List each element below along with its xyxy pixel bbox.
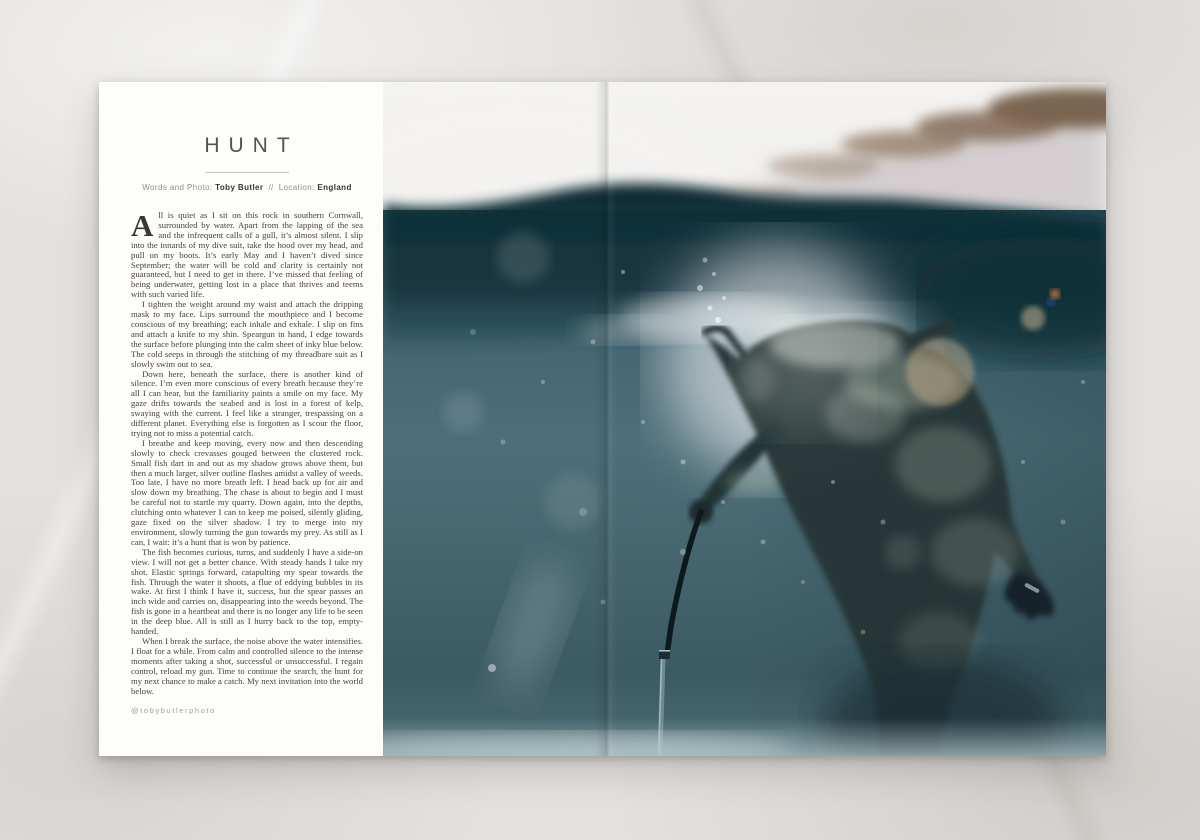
paragraph-text: ll is quiet as I sit on this rock in southern Cornwall, surrounded by water. Apart from the lapping of the sea and the infrequent calls of a gull, it’s almost silent. I slip into the innards of my dive suit, take the hood over my head, and pull on my boots. It’s early May and I haven’t dived since September; the water will be cold and clarity is certainly not guaranteed, but I need to get in there. I’ve missed that feeling of being underwater, getting lost in a place that thrives and teems with such varied life. xyxy=(131,210,363,300)
magazine-spread xyxy=(99,82,1106,756)
instagram-handle: @tobybutlerphoto xyxy=(131,706,216,716)
paragraph: The fish becomes curious, turns, and suddenly I have a side-on view. I will not get a better chance. With steady hands I take my shot. Elastic springs forward, catapulting my spear towards the fish. Through the water it shoots, a flue of eddying bubbles in its wake. At first I think I have it, success, but the spear passes an inch wide and carries on, disappearing into the weeds beyond. The fish is gone in a heartbeat and there is no longer any life to be seen in the deep blue. All is still as I hurry back to the top, empty-handed. xyxy=(131,546,363,637)
paragraph: Down here, beneath the surface, there is another kind of silence. I’m even more conscious of every breath because they’re all I can hear, but the familiarity paints a smile on my face. My gaze drifts towards the seabed and is lost in a forest of kelp, swaying with the current. I feel like a stranger, trespassing on a different planet. Everything else is forgotten as I scour the floor, trying not to miss a potential catch. xyxy=(131,368,363,438)
byline-author: Toby Butler xyxy=(215,183,264,192)
paragraph xyxy=(131,208,363,300)
byline-credit-label: Words and Photo: xyxy=(142,183,213,192)
title-divider xyxy=(205,172,289,173)
byline-location: England xyxy=(317,183,352,192)
byline xyxy=(111,183,383,192)
photo-page xyxy=(383,82,1106,756)
left-page xyxy=(131,82,363,756)
article-title: HUNT xyxy=(204,134,299,157)
drop-cap: A xyxy=(131,208,154,243)
paragraph: I tighten the weight around my waist and attach the dripping mask to my face. Lips surround the mouthpiece and I become conscious of my breathing; each inhale and exhale. I slip on fins and attach a knife to my shin. Speargun in hand, I edge towards the surface before plunging into the calm sheet of inky blue below. The cold seeps in through the stitching of my threadbare suit as I slowly swim out to sea. xyxy=(131,299,363,369)
paragraph: When I break the surface, the noise above the water intensifies. I float for a while. From calm and controlled silence to the intense moments after taking a shot, successful or unsuccessful. I regain control, reload my gun. Time to continue the search, the hunt for my next chance to make a catch. My next invitation into the world below. xyxy=(131,635,363,696)
paragraph: I breathe and keep moving, every now and then descending slowly to check crevasses gouged between the clustered rock. Small fish dart in and out as my shadow grows above them, but then a much larger, silver outline flashes amidst a valley of weeds. Too late, I have no more breath left. I head back up for air and slow down my breathing. The chase is about to begin and I must be careful not to startle my quarry. Down again, into the depths, clutching onto whatever I can to keep me poised, silently gliding, gaze fixed on the silver shadow. I try to merge into my environment, slowly turning the gun towards my prey. As still as I can, I wait: it’s a hunt that is won by patience. xyxy=(131,437,363,547)
byline-separator: // xyxy=(268,183,274,192)
article-body xyxy=(131,208,363,716)
byline-location-label: Location: xyxy=(278,183,315,192)
underwater-photo-illustration xyxy=(383,82,1106,756)
